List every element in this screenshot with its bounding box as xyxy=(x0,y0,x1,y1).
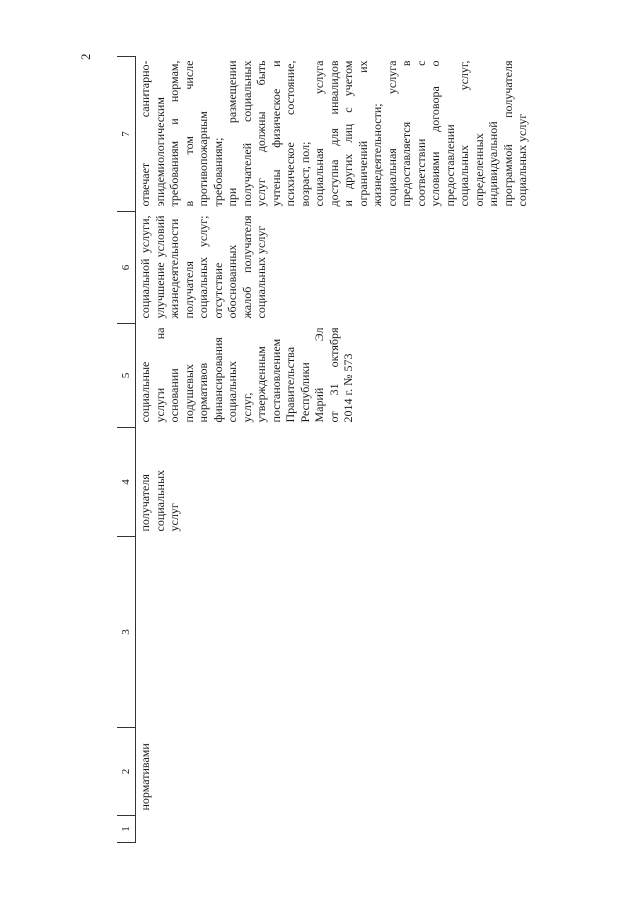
cell-line: основании xyxy=(167,368,181,423)
cell-line: социальных услуг; xyxy=(196,215,210,319)
cell-line: определенных xyxy=(471,133,486,207)
cell-col-7 xyxy=(136,57,530,212)
cell-line: получателей социальных xyxy=(239,60,254,207)
cell-line: социальные xyxy=(138,361,152,423)
cell-col-6 xyxy=(136,212,530,324)
cell-col-1 xyxy=(136,816,530,843)
cell-line: программой получателя xyxy=(500,60,515,207)
col-header-5: 5 xyxy=(117,324,136,428)
cell-line: услуг должны быть xyxy=(254,60,268,207)
cell-line: индивидуальной xyxy=(486,121,500,207)
cell-line: социальных xyxy=(152,469,167,532)
cell-line: эпидемиологическим xyxy=(152,97,167,207)
cell-line: обоснованных xyxy=(225,244,239,319)
cell-line: получателя xyxy=(138,474,152,532)
cell-line: социальных услуг xyxy=(254,225,268,319)
cell-line: нормативов xyxy=(196,362,210,423)
cell-line: жизнедеятельности; xyxy=(370,103,384,207)
cell-line: Правительства xyxy=(283,346,297,423)
cell-line: требованиям и нормам, xyxy=(167,60,181,207)
table-row xyxy=(136,57,530,843)
cell-line: требованиям; xyxy=(210,137,225,207)
cell-line: противопожарным xyxy=(196,111,210,207)
cell-line: социальной услуги, xyxy=(138,215,152,319)
cell-line: социальная услуга xyxy=(312,60,326,207)
cell-line: утвержденным xyxy=(254,346,268,423)
cell-line: предоставлении xyxy=(442,124,457,207)
cell-line: подушевых xyxy=(181,364,196,423)
cell-line: Марий Эл xyxy=(312,327,326,423)
cell-col-3 xyxy=(136,537,530,728)
page-number: 2 xyxy=(78,53,93,60)
cell-col-5 xyxy=(136,324,530,428)
cell-line: соответствии с xyxy=(413,60,428,207)
rotated-table-wrapper xyxy=(117,57,600,843)
cell-line: отвечает санитарно- xyxy=(138,60,152,207)
cell-line: доступна для инвалидов xyxy=(326,60,341,207)
cell-line: социальных услуг, xyxy=(457,60,471,207)
cell-line: Республики xyxy=(297,362,312,423)
cell-line: социальных услуг xyxy=(515,113,529,207)
cell-line: учтены физическое и xyxy=(268,60,283,207)
cell-line: услуг, xyxy=(239,392,254,423)
cell-col-4 xyxy=(136,428,530,537)
cell-line: социальных xyxy=(225,360,239,423)
cell-line: услуги на xyxy=(152,327,167,423)
cell-line: от 31 октября xyxy=(326,327,341,423)
cell-line: в том числе xyxy=(181,60,196,207)
cell-line: психическое состояние, xyxy=(283,60,297,207)
standards-table xyxy=(117,56,530,843)
cell-line: отсутствие xyxy=(210,262,225,319)
col-header-1: 1 xyxy=(117,816,136,843)
cell-line: возраст, пол; xyxy=(297,141,312,207)
cell-line: улучшение условий xyxy=(152,215,167,319)
col-header-7: 7 xyxy=(117,57,136,212)
col-header-4: 4 xyxy=(117,428,136,537)
cell-line: постановлением xyxy=(268,338,283,423)
cell-line: при размещении xyxy=(225,60,239,207)
cell-line: условиями договора о xyxy=(428,60,442,207)
header-row xyxy=(117,57,136,843)
cell-line: 2014 г. № 573 xyxy=(341,353,355,423)
col-header-3: 3 xyxy=(117,537,136,728)
cell-line: и других лиц с учетом xyxy=(341,60,355,207)
col-header-2: 2 xyxy=(117,728,136,816)
cell-line: предоставляется в xyxy=(399,60,413,207)
cell-line: жалоб получателя xyxy=(239,215,254,319)
cell-line: социальная услуга xyxy=(384,60,399,207)
cell-line: услуг xyxy=(167,503,181,532)
cell-line: ограничений их xyxy=(355,60,370,207)
cell-line: жизнедеятельности xyxy=(167,218,181,319)
cell-line: получателя xyxy=(181,261,196,319)
cell-col-2: нормативами xyxy=(138,743,152,811)
col-header-6: 6 xyxy=(117,212,136,324)
cell-line: финансирования xyxy=(210,337,225,423)
